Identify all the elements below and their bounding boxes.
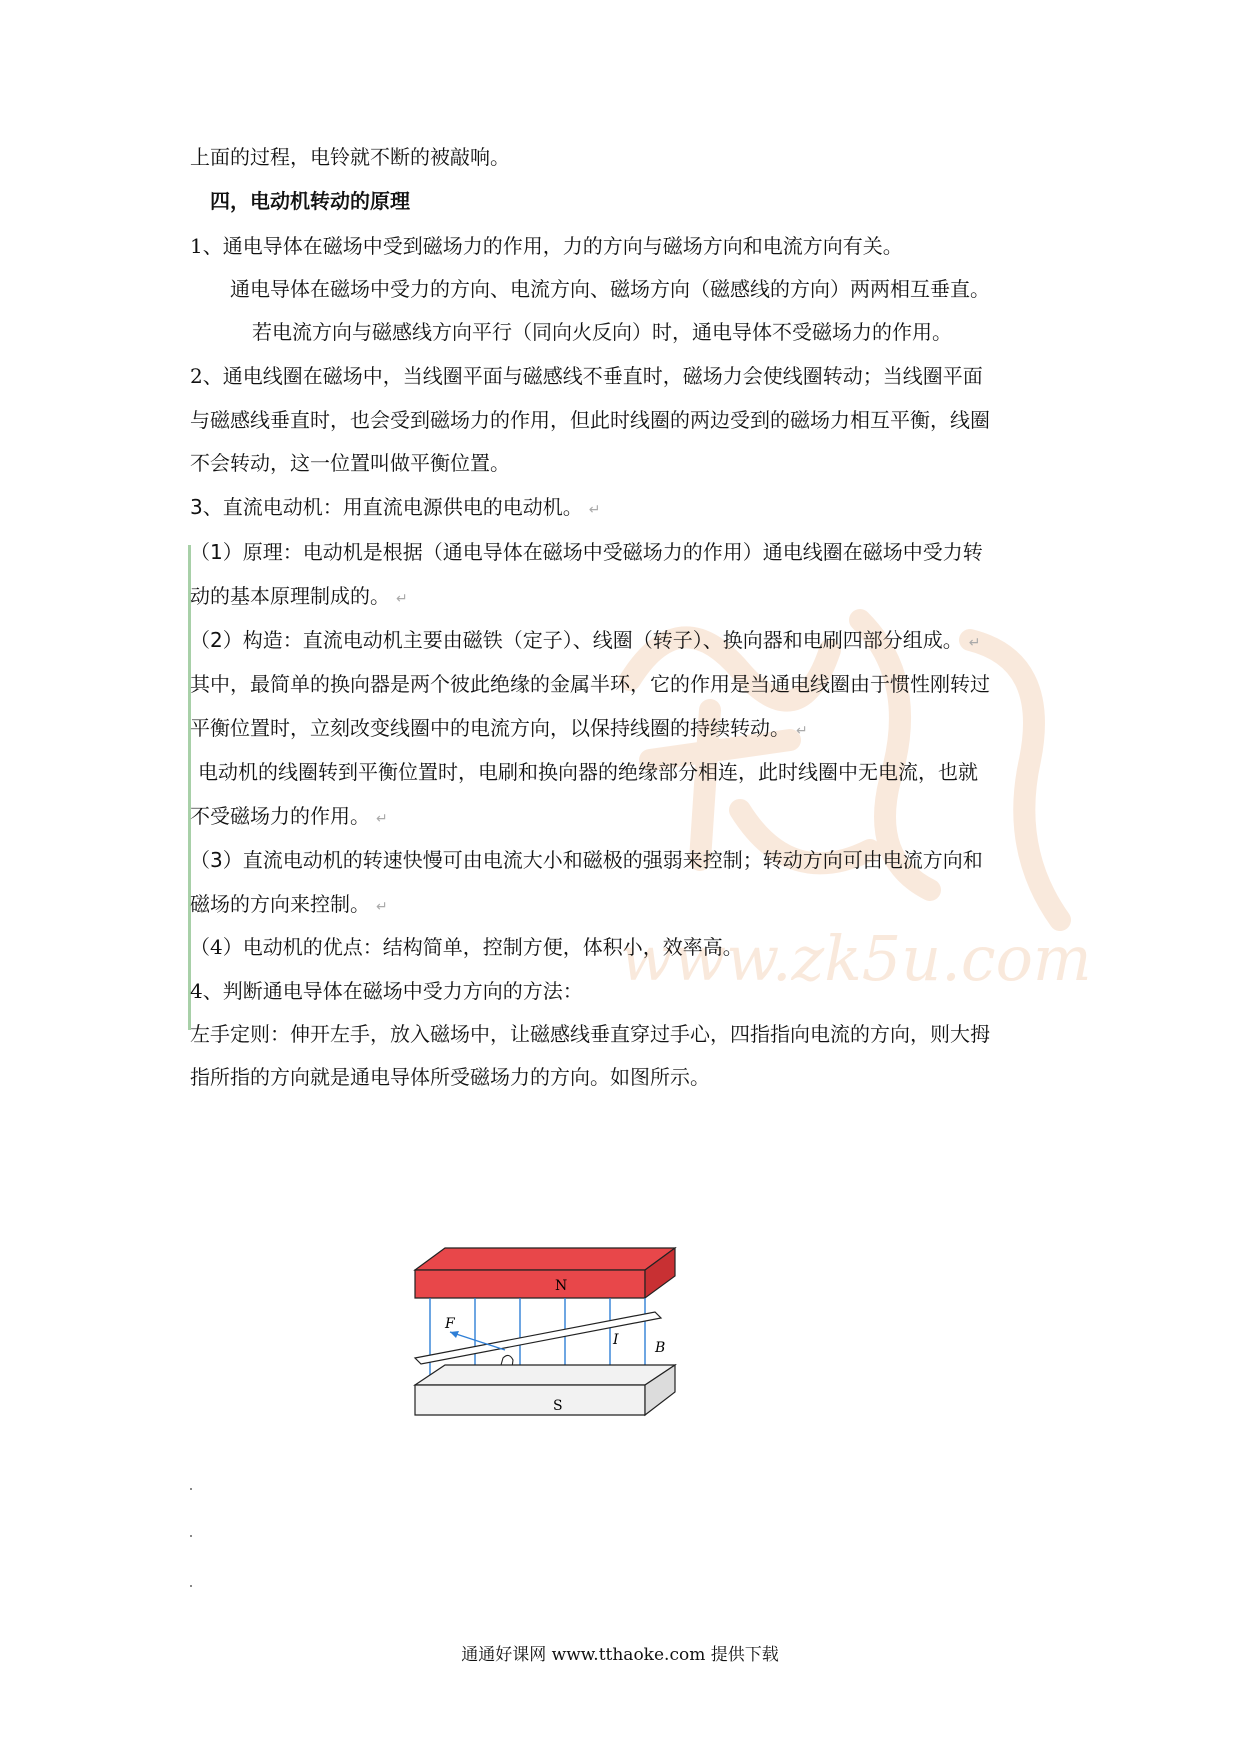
paragraph-line: （1）原理：电动机是根据（通电导体在磁场中受磁场力的作用）通电线圈在磁场中受力转 bbox=[190, 540, 983, 564]
paragraph-line: 其中，最简单的换向器是两个彼此绝缘的金属半环，它的作用是当通电线圈由于惯性刚转过 bbox=[190, 672, 990, 696]
scan-dot bbox=[190, 1585, 192, 1587]
paragraph-line: 不受磁场力的作用。 ↵ bbox=[190, 804, 388, 828]
watermark-text: www.zk5u.com bbox=[620, 922, 1092, 995]
field-label: B bbox=[655, 1340, 666, 1356]
paragraph-line: 指所指的方向就是通电导体所受磁场力的方向。如图所示。 bbox=[190, 1065, 710, 1089]
magnet-south-top bbox=[415, 1365, 675, 1385]
paragraph-line: （2）构造：直流电动机主要由磁铁（定子）、线圈（转子）、换向器和电刷四部分组成。 ↵ bbox=[190, 628, 981, 652]
section-heading: 四，电动机转动的原理 bbox=[210, 189, 410, 213]
scan-dot bbox=[190, 1488, 192, 1490]
paragraph-line: 不会转动，这一位置叫做平衡位置。 bbox=[190, 451, 510, 475]
current-label: I bbox=[613, 1332, 619, 1348]
paragraph-line: 动的基本原理制成的。 ↵ bbox=[190, 584, 408, 608]
page-footer: 通通好课网 www.tthaoke.com 提供下载 bbox=[461, 1645, 779, 1665]
paragraph-line: 平衡位置时，立刻改变线圈中的电流方向，以保持线圈的持续转动。 ↵ bbox=[190, 716, 808, 740]
magnet-north-top bbox=[415, 1248, 675, 1270]
paragraph-line: 上面的过程，电铃就不断的被敲响。 bbox=[190, 145, 510, 169]
paragraph-line: 2、通电线圈在磁场中，当线圈平面与磁感线不垂直时，磁场力会使线圈转动；当线圈平面 bbox=[190, 364, 983, 388]
paragraph-line: 1、通电导体在磁场中受到磁场力的作用，力的方向与磁场方向和电流方向有关。 bbox=[190, 234, 903, 258]
left-hand-rule-figure bbox=[405, 1240, 685, 1440]
magnet-south-front bbox=[415, 1385, 645, 1415]
paragraph-line: 磁场的方向来控制。 ↵ bbox=[190, 892, 388, 916]
paragraph-line: 与磁感线垂直时，也会受到磁场力的作用，但此时线圈的两边受到的磁场力相互平衡，线圈 bbox=[190, 408, 990, 432]
force-label: F bbox=[445, 1316, 455, 1332]
magnet-north-front bbox=[415, 1270, 645, 1298]
paragraph-line: 4、判断通电导体在磁场中受力方向的方法： bbox=[190, 979, 583, 1003]
paragraph-line: 通电导体在磁场中受力的方向、电流方向、磁场方向（磁感线的方向）两两相互垂直。 bbox=[230, 277, 990, 301]
paragraph-line: 若电流方向与磁感线方向平行（同向火反向）时，通电导体不受磁场力的作用。 bbox=[252, 320, 952, 344]
north-label: N bbox=[555, 1278, 568, 1294]
south-label: S bbox=[553, 1398, 563, 1414]
paragraph-line: （4）电动机的优点：结构简单，控制方便，体积小，效率高。 bbox=[190, 935, 743, 959]
paragraph-line: 左手定则：伸开左手，放入磁场中，让磁感线垂直穿过手心，四指指向电流的方向，则大拇 bbox=[190, 1022, 990, 1046]
paragraph-line: （3）直流电动机的转速快慢可由电流大小和磁极的强弱来控制；转动方向可由电流方向和 bbox=[190, 848, 983, 872]
paragraph-line: 3、直流电动机：用直流电源供电的电动机。 ↵ bbox=[190, 495, 601, 519]
scan-dot bbox=[190, 1535, 192, 1537]
paragraph-line: 电动机的线圈转到平衡位置时，电刷和换向器的绝缘部分相连，此时线圈中无电流，也就 bbox=[198, 760, 978, 784]
